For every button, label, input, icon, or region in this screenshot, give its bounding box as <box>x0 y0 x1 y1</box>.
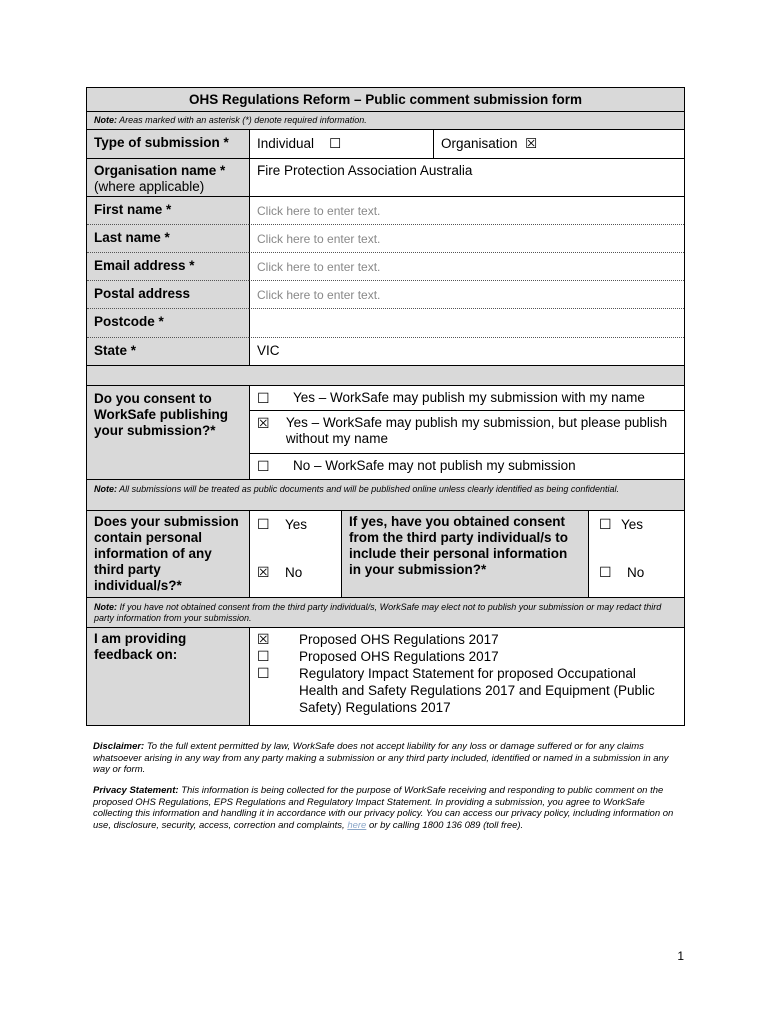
checkbox[interactable]: ☒ <box>257 564 270 580</box>
checkbox[interactable]: ☒ <box>257 415 270 431</box>
consent-option-yes-without-name[interactable]: ☒ Yes – WorkSafe may publish my submission, but please publish without my name <box>249 410 684 453</box>
type-individual-option[interactable]: Individual ☐ <box>249 129 433 158</box>
third-party-yes-option[interactable]: ☐ Yes <box>599 516 644 532</box>
consent-label: Do you consent to WorkSafe publishing your submission?* <box>87 385 249 479</box>
note-consent: Note: If you have not obtained consent from the third party individual/s, WorkSafe may elect not to publish your submission or may redact third party information from your submission. <box>87 597 684 627</box>
feedback-label: I am providing feedback on: <box>87 627 249 725</box>
checkbox[interactable]: ☐ <box>257 458 270 474</box>
checkbox[interactable]: ☐ <box>257 516 270 532</box>
last-name-label: Last name * <box>87 224 249 252</box>
first-name-field[interactable]: Click here to enter text. <box>249 196 684 224</box>
postcode-field[interactable] <box>249 308 684 337</box>
disclaimer: Disclaimer: To the full extent permitted by law, WorkSafe does not accept liability for any loss or damage suffered or for any claims whatsoever arising in any way from any party making a submission or any third party included, identified or named in a submission in any way or form. <box>93 741 669 775</box>
organisation-name-label: Organisation name * (where applicable) <box>87 158 249 196</box>
section-divider <box>87 365 684 385</box>
state-field[interactable]: VIC <box>249 337 684 365</box>
page-number: 1 <box>677 949 684 963</box>
checkbox[interactable]: ☐ <box>257 648 270 664</box>
feedback-option[interactable]: ☒ Proposed OHS Regulations 2017 <box>257 631 499 647</box>
type-organisation-option[interactable]: Organisation ☒ <box>433 129 684 158</box>
personal-no-option[interactable]: ☒ No <box>257 564 303 580</box>
checkbox[interactable]: ☐ <box>257 390 270 406</box>
consent-option-yes-with-name[interactable]: ☐ Yes – WorkSafe may publish my submission with my name <box>249 385 684 410</box>
privacy-policy-link[interactable]: here <box>347 819 367 831</box>
checkbox[interactable]: ☐ <box>599 564 612 580</box>
personal-info-options <box>249 510 341 597</box>
note-public: Note: All submissions will be treated as public documents and will be published online unless clearly identified as being confidential. <box>87 479 684 510</box>
email-label: Email address * <box>87 252 249 280</box>
first-name-label: First name * <box>87 196 249 224</box>
personal-yes-option[interactable]: ☐ Yes <box>257 516 308 532</box>
postal-address-field[interactable]: Click here to enter text. <box>249 280 684 308</box>
submission-form <box>86 87 685 726</box>
form-title: OHS Regulations Reform – Public comment submission form <box>188 92 583 107</box>
third-party-consent-label: If yes, have you obtained consent from the third party individual/s to include their personal information in your submission?* <box>341 510 588 597</box>
checkbox[interactable]: ☒ <box>257 631 270 647</box>
note-required: Note: Areas marked with an asterisk (*) denote required information. <box>87 111 684 129</box>
privacy-statement: Privacy Statement: This information is being collected for the purpose of WorkSafe receiving and responding to public comment on the proposed OHS Regulations, EPS Regulations and Regulatory Impact Statement. In providing a submission, you agree to WorkSafe collecting this information and handling it in accordance with our privacy policy. You can access our privacy policy, including information on use, disclosure, security, access, correction and complaints, here or by calling 1800 136 089 (toll free). <box>93 785 674 831</box>
email-field[interactable]: Click here to enter text. <box>249 252 684 280</box>
individual-checkbox[interactable]: ☐ <box>329 136 342 151</box>
checkbox[interactable]: ☐ <box>599 516 612 532</box>
postcode-label: Postcode * <box>87 308 249 337</box>
state-label: State * <box>87 337 249 365</box>
third-party-no-option[interactable]: ☐ No <box>599 564 645 580</box>
feedback-option[interactable]: ☐ Proposed OHS Regulations 2017 <box>257 648 499 664</box>
postal-address-label: Postal address <box>87 280 249 308</box>
checkbox[interactable]: ☐ <box>257 665 270 681</box>
form-title-bar <box>87 88 684 111</box>
consent-option-no[interactable]: ☐ No – WorkSafe may not publish my submission <box>249 453 684 479</box>
last-name-field[interactable]: Click here to enter text. <box>249 224 684 252</box>
organisation-checkbox[interactable]: ☒ <box>525 136 538 151</box>
third-party-consent-options <box>588 510 684 597</box>
feedback-options <box>249 627 684 725</box>
personal-info-label: Does your submission contain personal information of any third party individual/s?* <box>87 510 249 597</box>
feedback-option[interactable]: ☐ Regulatory Impact Statement for proposed Occupational Health and Safety Regulations 2017 and Equipment (Public Safety) Regulations 2017 <box>257 665 655 715</box>
type-of-submission-label: Type of submission * <box>87 129 249 158</box>
organisation-name-field[interactable]: Fire Protection Association Australia <box>249 158 684 196</box>
